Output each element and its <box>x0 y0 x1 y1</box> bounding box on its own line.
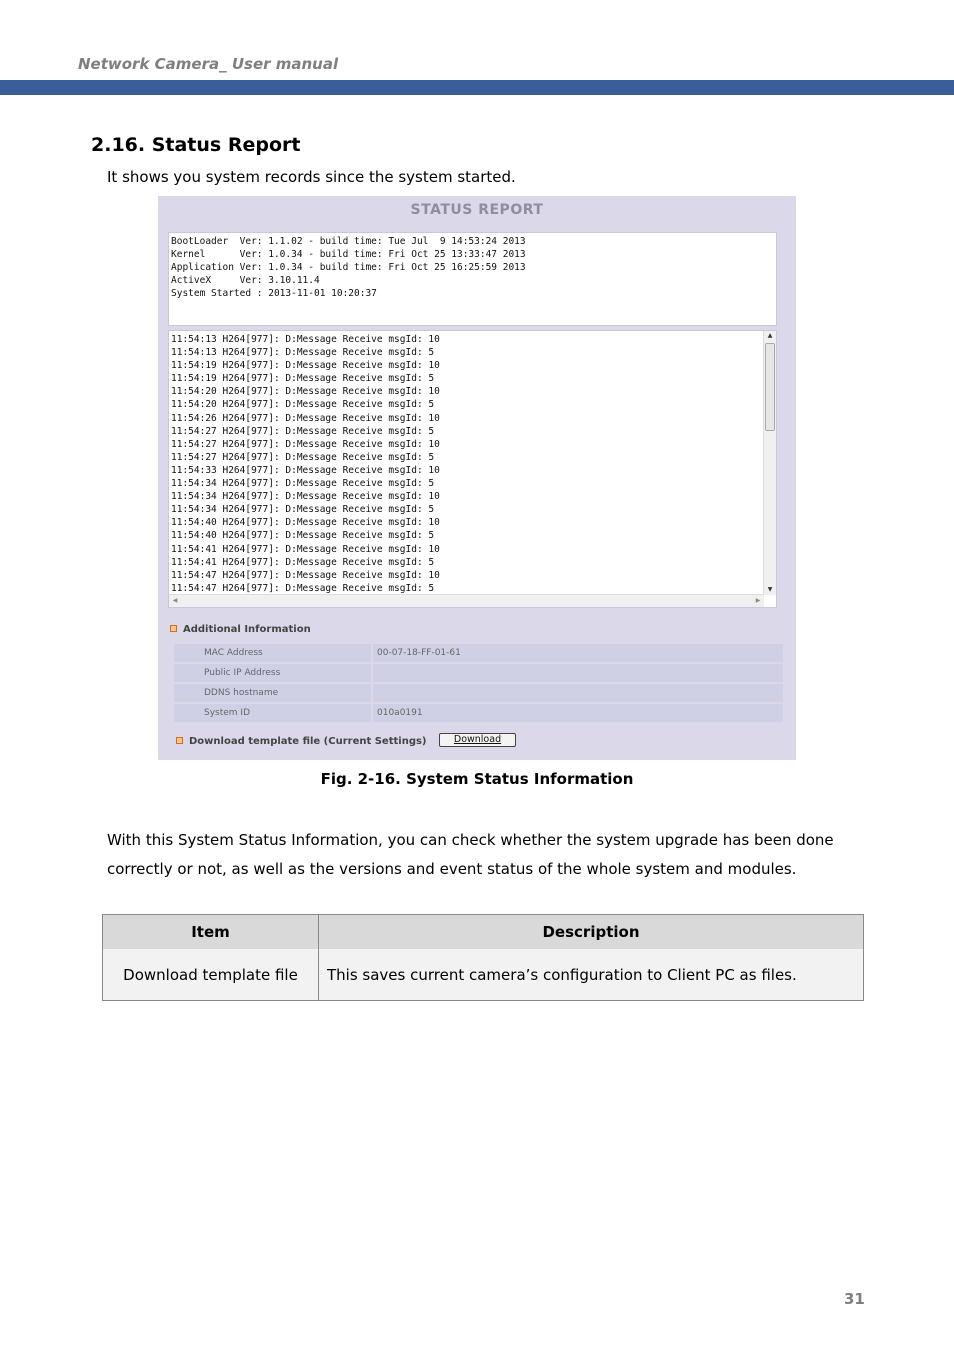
log-line: 11:54:13 H264[977]: D:Message Receive msgId: 5 <box>171 347 435 359</box>
info-value: 00-07-18-FF-01-61 <box>371 644 783 662</box>
body-paragraph: With this System Status Information, you can check whether the system upgrade has been done correctly or not, as well as the versions and event status of the whole system and modules. <box>107 831 834 878</box>
version-line: Kernel Ver: 1.0.34 - build time: Fri Oct 25 13:33:47 2013 <box>171 249 526 261</box>
info-value <box>371 664 783 682</box>
log-line: 11:54:41 H264[977]: D:Message Receive msgId: 10 <box>171 543 440 555</box>
version-line: System Started : 2013-11-01 10:20:37 <box>171 288 377 300</box>
scroll-down-arrow-icon[interactable]: ▼ <box>767 586 773 593</box>
log-line: 11:54:26 H264[977]: D:Message Receive msgId: 10 <box>171 412 440 424</box>
download-template-label: Download template file (Current Settings) <box>189 736 427 747</box>
log-line: 11:54:41 H264[977]: D:Message Receive msgId: 5 <box>171 556 435 568</box>
table-row <box>174 644 783 662</box>
additional-info-title: Additional Information <box>183 624 311 635</box>
download-template-heading <box>176 736 427 747</box>
log-line: 11:54:20 H264[977]: D:Message Receive msgId: 10 <box>171 386 440 398</box>
log-line: 11:54:27 H264[977]: D:Message Receive msgId: 5 <box>171 425 435 437</box>
table-cell-description: This saves current camera’s configuration to Client PC as files. <box>319 949 864 1001</box>
event-log-lines <box>171 333 440 595</box>
scroll-up-arrow-icon[interactable]: ▲ <box>767 332 773 339</box>
table-header-row <box>103 915 864 950</box>
description-table <box>102 914 864 1001</box>
additional-info-table <box>174 642 783 724</box>
log-line: 11:54:27 H264[977]: D:Message Receive msgId: 10 <box>171 438 440 450</box>
log-line: 11:54:20 H264[977]: D:Message Receive msgId: 5 <box>171 399 435 411</box>
scroll-thumb[interactable] <box>765 343 775 431</box>
log-line: 11:54:33 H264[977]: D:Message Receive msgId: 10 <box>171 464 440 476</box>
log-line: 11:54:13 H264[977]: D:Message Receive msgId: 10 <box>171 334 440 345</box>
version-line: Application Ver: 1.0.34 - build time: Fri Oct 25 16:25:59 2013 <box>171 262 526 274</box>
log-line: 11:54:40 H264[977]: D:Message Receive msgId: 10 <box>171 517 440 529</box>
download-button[interactable]: Download <box>439 733 516 747</box>
column-header-description: Description <box>319 915 864 950</box>
log-line: 11:54:19 H264[977]: D:Message Receive msgId: 5 <box>171 373 435 385</box>
section-title: 2.16. Status Report <box>91 134 301 156</box>
log-line: 11:54:27 H264[977]: D:Message Receive msgId: 5 <box>171 451 435 463</box>
header-title: Network Camera_ User manual <box>78 55 339 73</box>
log-line: 11:54:34 H264[977]: D:Message Receive msgId: 5 <box>171 478 435 490</box>
version-line: BootLoader Ver: 1.1.02 - build time: Tue Jul 9 14:53:24 2013 <box>171 236 526 247</box>
scroll-right-arrow-icon[interactable]: ▶ <box>755 597 761 604</box>
log-line: 11:54:34 H264[977]: D:Message Receive msgId: 10 <box>171 491 440 503</box>
info-value <box>371 684 783 702</box>
section-bullet-icon <box>176 737 183 744</box>
event-log-box[interactable] <box>168 330 777 608</box>
section-intro: It shows you system records since the system started. <box>107 168 516 186</box>
log-line: 11:54:40 H264[977]: D:Message Receive msgId: 5 <box>171 530 435 542</box>
figure-caption: Fig. 2-16. System Status Information <box>320 770 634 788</box>
version-line: ActiveX Ver: 3.10.11.4 <box>171 275 320 287</box>
info-label: MAC Address <box>174 644 371 662</box>
page-number: 31 <box>844 1290 865 1308</box>
table-row <box>174 704 783 722</box>
table-row <box>174 684 783 702</box>
status-report-screenshot <box>158 196 796 760</box>
additional-info-heading <box>170 624 311 635</box>
info-label: System ID <box>174 704 371 722</box>
info-value: 010a0191 <box>371 704 783 722</box>
table-row <box>174 664 783 682</box>
header-bar <box>0 80 954 95</box>
version-info-box <box>168 232 777 326</box>
info-label: Public IP Address <box>174 664 371 682</box>
status-report-title: STATUS REPORT <box>410 202 544 218</box>
table-cell-item: Download template file <box>103 949 319 1001</box>
section-bullet-icon <box>170 625 177 632</box>
log-vertical-scrollbar[interactable] <box>763 331 776 595</box>
log-line: 11:54:47 H264[977]: D:Message Receive msgId: 5 <box>171 582 435 594</box>
log-line: 11:54:47 H264[977]: D:Message Receive msgId: 10 <box>171 569 440 581</box>
info-label: DDNS hostname <box>174 684 371 702</box>
column-header-item: Item <box>103 915 319 950</box>
log-horizontal-scrollbar[interactable] <box>169 594 764 607</box>
log-line: 11:54:34 H264[977]: D:Message Receive msgId: 5 <box>171 504 435 516</box>
log-line: 11:54:19 H264[977]: D:Message Receive msgId: 10 <box>171 360 440 372</box>
table-row <box>103 949 864 1001</box>
scroll-left-arrow-icon[interactable]: ◀ <box>172 597 178 604</box>
